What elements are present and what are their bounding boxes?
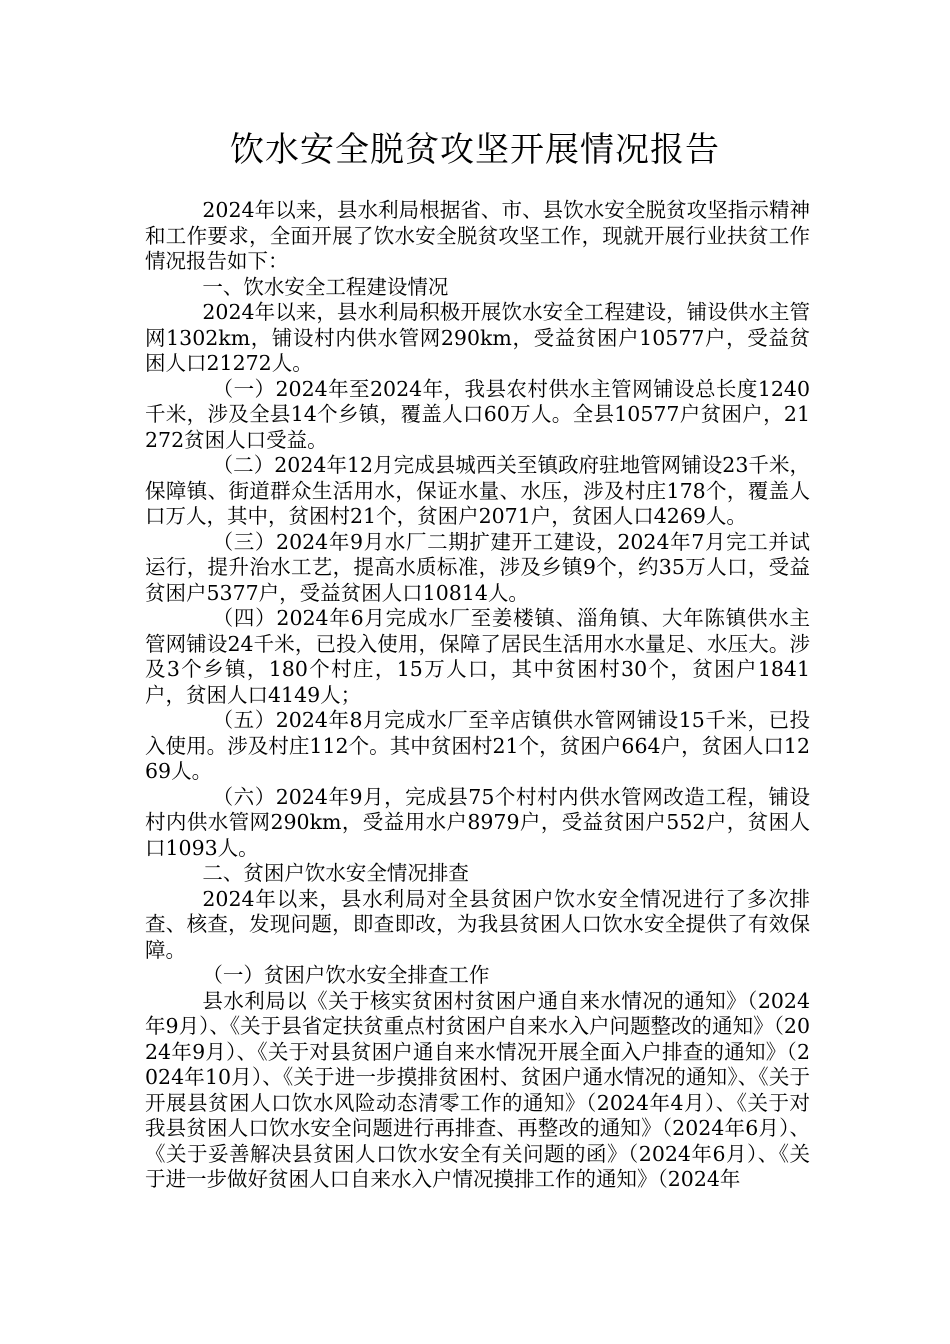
document-title: 饮水安全脱贫攻坚开展情况报告: [230, 130, 720, 170]
paragraph-notices-list: 县水利局以《关于核实贫困村贫困户通自来水情况的通知》（2024年9月）、《关于县省定扶贫重点村贫困户自来水入户问题整改的通知》（2024年9月）、《关于对县贫困户通自来水情况开展全面入户排查的通知》（2024年10月）、《关于进一步摸排贫困村、贫困户通水情况的通知》、《关于开展县贫困人口饮水风险动态清零工作的通知》（2024年4月）、《关于对我县贫困人口饮水安全问题进行再排查、再整改的通知》（2024年6月）、《关于妥善解决县贫困人口饮水安全有关问题的函》（2024年6月）、《关于进一步做好贫困人口自来水入户情况摸排工作的通知》（2024年: [145, 988, 810, 1191]
paragraph-intro: 2024年以来，县水利局根据省、市、县饮水安全脱贫攻坚指示精神和工作要求，全面开展了饮水安全脱贫攻坚工作，现就开展行业扶贫工作情况报告如下：: [145, 198, 810, 273]
paragraph-section-1-summary: 2024年以来，县水利局积极开展饮水安全工程建设，铺设供水主管网1302km，铺设村内供水管网290km，受益贫困户10577户，受益贫困人口21272人。: [145, 300, 810, 375]
paragraph-item-2: （二）2024年12月完成县城西关至镇政府驻地管网铺设23千米，保障镇、街道群众生活用水，保证水量、水压，涉及村庄178个，覆盖人口万人，其中，贫困村21个，贫困户2071户，贫困人口4269人。: [145, 453, 810, 528]
paragraph-section-2-summary: 2024年以来，县水利局对全县贫困户饮水安全情况进行了多次排查、核查，发现问题，即查即改，为我县贫困人口饮水安全提供了有效保障。: [145, 886, 810, 962]
paragraph-item-1: （一）2024年至2024年，我县农村供水主管网铺设总长度1240千米，涉及全县14个乡镇，覆盖人口60万人。全县10577户贫困户，21272贫困人口受益。: [145, 376, 810, 452]
subsection-heading-2-1: （一）贫困户饮水安全排查工作: [202, 963, 490, 987]
paragraph-item-5: （五）2024年8月完成水厂至辛店镇供水管网铺设15千米，已投入使用。涉及村庄112个。其中贫困村21个，贫困户664户，贫困人口1269人。: [145, 708, 810, 783]
paragraph-item-4: （四）2024年6月完成水厂至姜楼镇、淄角镇、大年陈镇供水主管网铺设24千米，已投入使用，保障了居民生活用水水量足、水压大。涉及3个乡镇，180个村庄，15万人口，其中贫困村30个，贫困户1841户，贫困人口4149人；: [145, 606, 810, 707]
section-heading-2: 二、贫困户饮水安全情况排查: [202, 861, 469, 885]
document-body: [145, 198, 810, 1193]
paragraph-item-3: （三）2024年9月水厂二期扩建开工建设，2024年7月完工并试运行，提升治水工艺，提高水质标准，涉及乡镇9个，约35万人口，受益贫困户5377户，受益贫困人口10814人。: [145, 529, 810, 605]
paragraph-item-6: （六）2024年9月，完成县75个村村内供水管网改造工程，铺设村内供水管网290km，受益用水户8979户，受益贫困户552户，贫困人口1093人。: [145, 784, 810, 860]
section-heading-1: 一、饮水安全工程建设情况: [202, 274, 449, 299]
